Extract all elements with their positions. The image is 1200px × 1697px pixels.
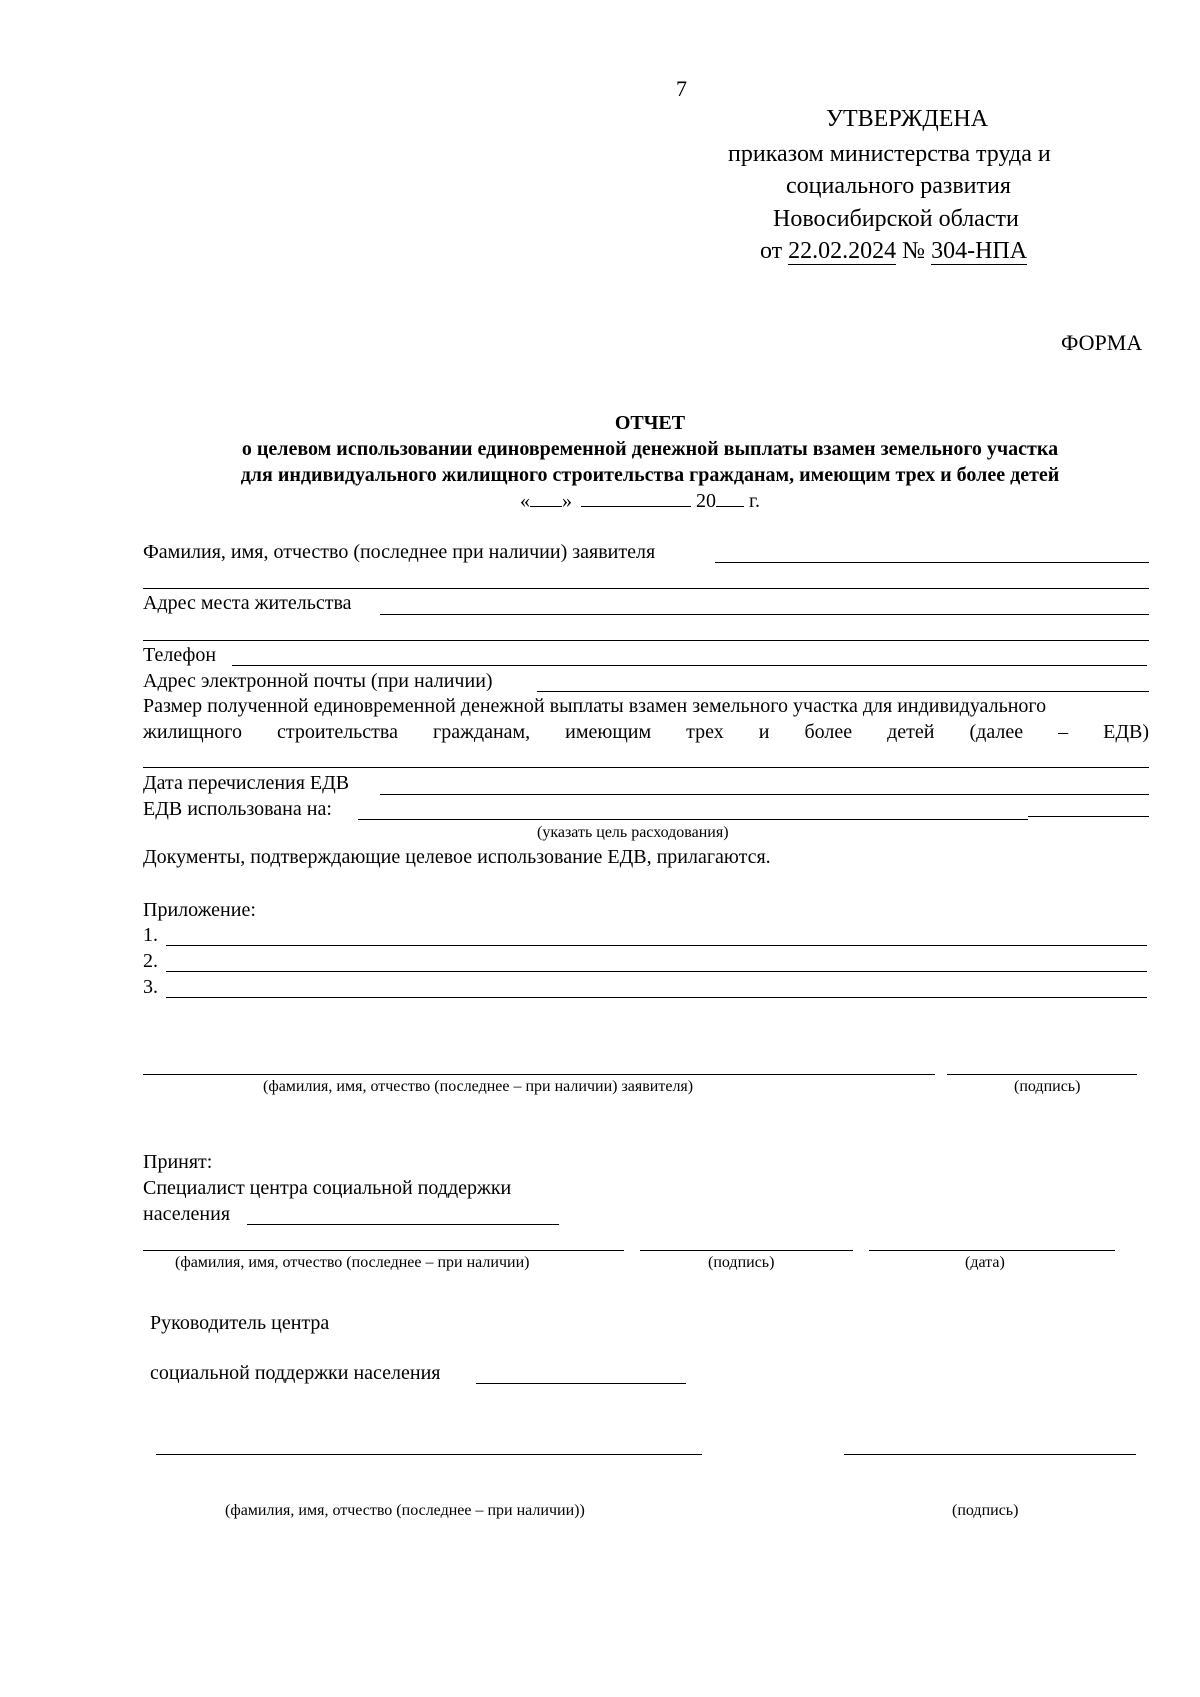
accepted-date-hint: (дата) [965,1254,1005,1271]
form-label: ФОРМА [1061,330,1143,355]
address-field-continued[interactable] [143,640,1149,641]
head-sign-hint: (подпись) [952,1502,1019,1519]
used-for-field-end[interactable] [1028,816,1149,817]
head-sign-line[interactable] [844,1454,1136,1455]
payment-line2: жилищного строительства гражданам, имеющим трех и более детей (далее – ЕДВ) [143,721,1149,743]
used-for-label: ЕДВ использована на: [143,798,332,820]
email-label: Адрес электронной почты (при наличии) [143,670,493,692]
accepted-label: Принят: [143,1151,213,1173]
applicant-fio-hint: (фамилия, имя, отчество (последнее – при наличии) заявителя) [263,1078,694,1095]
accepted-fio-line[interactable] [143,1250,624,1251]
fio-field[interactable] [715,562,1149,563]
payment-line1: Размер полученной единовременной денежной выплаты взамен земельного участка для индивидуального [143,695,1047,717]
attachments-label: Приложение: [143,899,256,921]
approval-date: 22.02.2024 [788,238,897,264]
approval-order-line [760,238,1027,264]
head-fio-hint: (фамилия, имя, отчество (последнее – при наличии)) [225,1502,585,1519]
approval-line2: социального развития [786,173,1011,199]
attachment-3-number: 3. [143,976,158,998]
address-label: Адрес места жительства [143,592,352,614]
report-date-line: « » 20 г. [520,490,760,512]
attachment-1-number: 1. [143,924,158,946]
attachment-2-number: 2. [143,950,158,972]
phone-label: Телефон [143,644,217,666]
approval-number: 304-НПА [931,238,1028,264]
report-subtitle-line1: о целевом использовании единовременной денежной выплаты взамен земельного участка [241,438,1059,460]
accepted-fio-hint: (фамилия, имя, отчество (последнее – при наличии) [175,1254,530,1271]
approval-number-sign: № [902,238,926,264]
accepted-date-line[interactable] [869,1250,1115,1251]
applicant-sign-line[interactable] [947,1074,1137,1075]
accepted-specialist-field[interactable] [247,1224,559,1225]
attachment-2-field[interactable] [166,971,1147,972]
report-subtitle-line2: для индивидуального жилищного строительства гражданам, имеющим трех и более детей [240,464,1060,486]
applicant-fio-line[interactable] [143,1074,935,1075]
page-number: 7 [676,76,687,101]
approval-date-prefix: от [760,238,783,264]
accepted-line1: Специалист центра социальной поддержки [143,1177,512,1199]
accepted-sign-hint: (подпись) [708,1254,775,1271]
accepted-line2: населения [143,1203,231,1225]
email-field[interactable] [537,691,1149,692]
attachment-1-field[interactable] [166,945,1147,946]
accepted-sign-line[interactable] [640,1250,853,1251]
head-line1: Руководитель центра [150,1312,330,1334]
head-signature-field[interactable] [476,1383,686,1384]
fio-label: Фамилия, имя, отчество (последнее при наличии) заявителя [143,541,656,563]
fio-field-continued[interactable] [143,588,1149,589]
applicant-sign-hint: (подпись) [1014,1078,1081,1095]
approval-line1: приказом министерства труда и [728,141,1051,167]
address-field[interactable] [380,614,1149,615]
approval-line3: Новосибирской области [773,206,1019,232]
head-fio-line[interactable] [156,1454,702,1455]
report-title: ОТЧЕТ [614,412,686,434]
approval-title: УТВЕРЖДЕНА [826,106,989,132]
payment-field[interactable] [143,767,1149,768]
head-line2: социальной поддержки населения [150,1362,441,1384]
used-for-field[interactable] [358,819,1028,820]
attachment-3-field[interactable] [166,997,1147,998]
phone-field[interactable] [232,665,1147,666]
used-for-hint: (указать цель расходования) [537,824,729,841]
documents-note: Документы, подтверждающие целевое использование ЕДВ, прилагаются. [143,846,771,868]
transfer-date-label: Дата перечисления ЕДВ [143,772,350,794]
transfer-date-field[interactable] [380,794,1149,795]
